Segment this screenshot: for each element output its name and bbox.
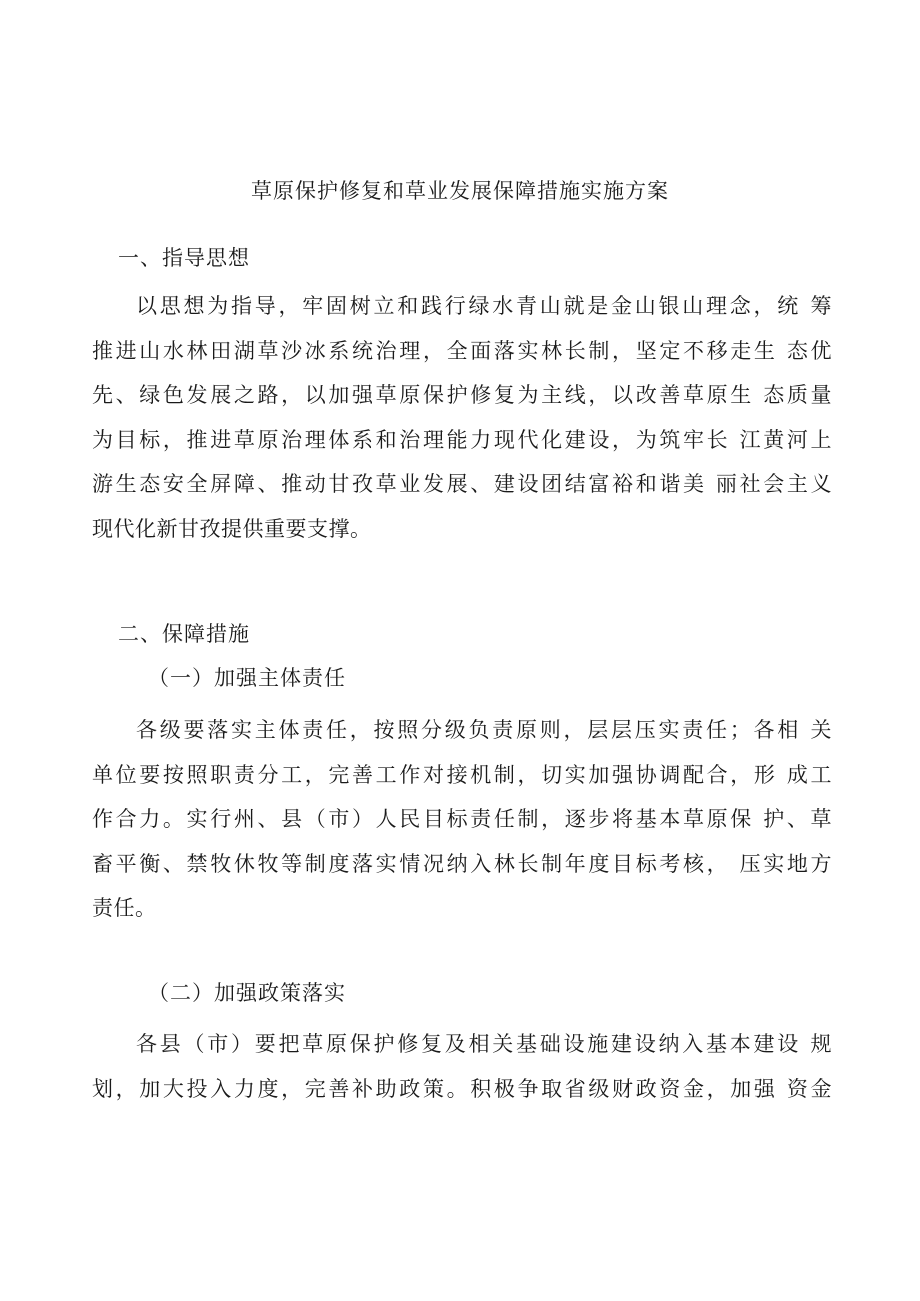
- paragraph-policy-implementation: [92, 1022, 832, 1111]
- paragraph-line: 以思想为指导，牢固树立和践行绿水青山就是金山银山理念，统 筹: [136, 294, 832, 318]
- paragraph-line: 各县（市）要把草原保护修复及相关基础设施建设纳入基本建设 规: [136, 1032, 832, 1056]
- paragraph-line: 划，加大投入力度，完善补助政策。积极争取省级财政资金，加强 资金: [92, 1076, 832, 1101]
- paragraph-line: 作合力。实行州、县（市）人民目标责任制，逐步将基本草原保 护、草: [92, 807, 832, 832]
- paragraph-line: 游生态安全屏障、推动甘孜草业发展、建设团结富裕和谐美 丽社会主义: [92, 472, 832, 497]
- paragraph-line: 推进山水林田湖草沙冰系统治理，全面落实林长制，坚定不移走生 态优: [92, 338, 832, 363]
- paragraph-line: 畜平衡、禁牧休牧等制度落实情况纳入林长制年度目标考核， 压实地方: [92, 851, 832, 876]
- paragraph-main-responsibility: [92, 708, 832, 931]
- paragraph-guiding-ideology: [92, 284, 832, 552]
- paragraph-line: 现代化新甘孜提供重要支撑。: [92, 516, 372, 541]
- document-title: 草原保护修复和草业发展保障措施实施方案: [251, 179, 669, 203]
- paragraph-line: 为目标，推进草原治理体系和治理能力现代化建设，为筑牢长 江黄河上: [92, 427, 832, 452]
- paragraph-line: 各级要落实主体责任，按照分级负责原则，层层压实责任；各相 关: [136, 718, 832, 742]
- paragraph-line: 单位要按照职责分工，完善工作对接机制，切实加强协调配合，形 成工: [92, 762, 832, 787]
- section-heading-guiding-ideology: 一、指导思想: [118, 246, 250, 270]
- subsection-heading-policy-implementation: （二）加强政策落实: [148, 981, 346, 1005]
- paragraph-line: 先、绿色发展之路，以加强草原保护修复为主线，以改善草原生 态质量: [92, 383, 832, 408]
- subsection-heading-main-responsibility: （一）加强主体责任: [148, 666, 346, 690]
- paragraph-line: 责任。: [92, 896, 157, 921]
- section-heading-safeguards: 二、保障措施: [118, 622, 250, 646]
